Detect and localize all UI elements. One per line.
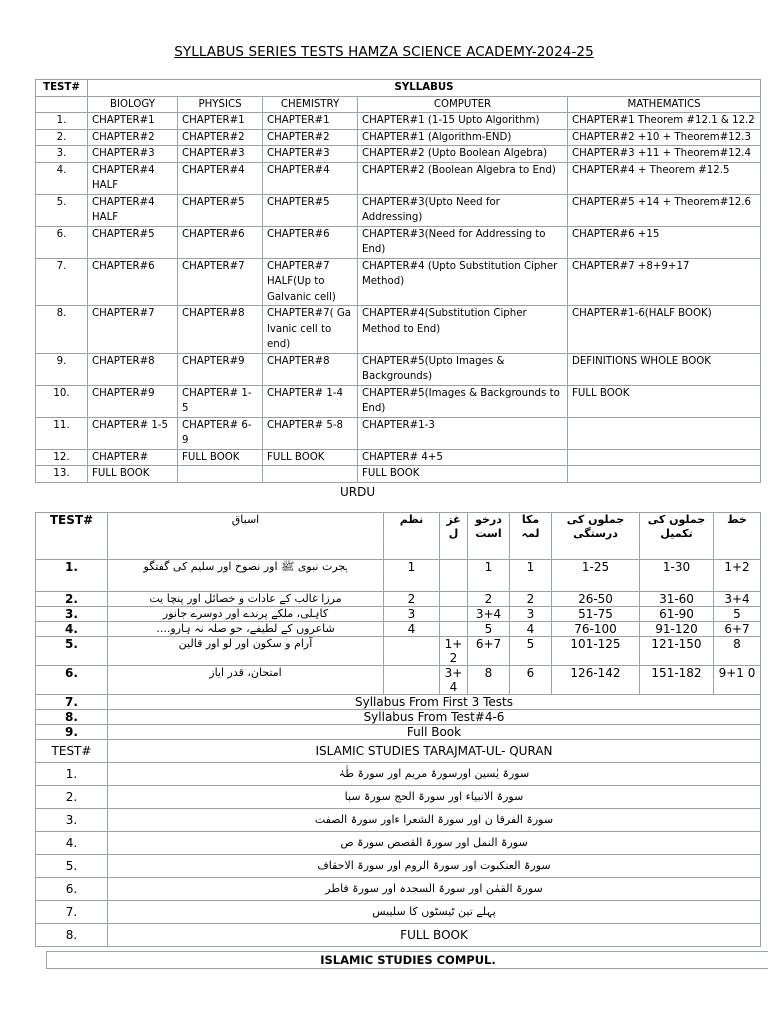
cell-physics: CHAPTER#7 — [178, 258, 263, 306]
cell-chemistry: FULL BOOK — [263, 449, 358, 466]
islamic-header-row — [36, 740, 761, 763]
column-header-computer: COMPUTER — [358, 96, 568, 113]
cell-takmeel: 91-120 — [640, 622, 714, 637]
test-number: 9. — [36, 725, 108, 740]
table-row — [36, 226, 761, 258]
cell-nazm: 4 — [384, 622, 440, 637]
cell-biology: CHAPTER#7 — [88, 306, 178, 354]
islamic-table-row — [36, 763, 761, 786]
cell-biology: CHAPTER#4 HALF — [88, 162, 178, 194]
test-number: 8. — [36, 710, 108, 725]
urdu-span-row — [36, 725, 761, 740]
islamic-table-row — [36, 809, 761, 832]
test-header: TEST# — [36, 80, 88, 97]
cell-computer: CHAPTER#2 (Upto Boolean Algebra) — [358, 146, 568, 163]
cell-durustgi: 126-142 — [552, 666, 640, 695]
urdu-table-row — [36, 637, 761, 666]
cell-asbaq: شاعروں کے لطیفے، حو صلہ نہ ہارو.... — [108, 622, 384, 637]
cell-darkhwast: 1 — [468, 560, 510, 592]
islamic-compulsory-title: ISLAMIC STUDIES COMPUL. — [320, 953, 496, 967]
cell-chemistry: CHAPTER#1 — [263, 113, 358, 130]
cell-physics: FULL BOOK — [178, 449, 263, 466]
cell-mukalma: 4 — [510, 622, 552, 637]
islamic-title: ISLAMIC STUDIES TARAJMAT-UL- QURAN — [108, 740, 761, 763]
cell-mathematics: CHAPTER#1-6(HALF BOOK) — [568, 306, 761, 354]
cell-chemistry: CHAPTER# 5-8 — [263, 417, 358, 449]
page-title: SYLLABUS SERIES TESTS HAMZA SCIENCE ACADEMY-2024-25 — [174, 44, 594, 60]
cell-computer: CHAPTER#1 (Algorithm-END) — [358, 129, 568, 146]
test-number: 11. — [36, 417, 88, 449]
cell-mukalma: 6 — [510, 666, 552, 695]
cell-khat: 8 — [714, 637, 761, 666]
table-row — [36, 194, 761, 226]
cell-computer: CHAPTER#1 (1-15 Upto Algorithm) — [358, 113, 568, 130]
test-number: 5. — [36, 855, 108, 878]
cell-durustgi: 1-25 — [552, 560, 640, 592]
cell-darkhwast: 2 — [468, 592, 510, 607]
cell-biology: CHAPTER#3 — [88, 146, 178, 163]
cell-mathematics — [568, 417, 761, 449]
cell-mathematics: CHAPTER#3 +11 + Theorem#12.4 — [568, 146, 761, 163]
cell-chemistry: CHAPTER#3 — [263, 146, 358, 163]
test-number: 4. — [36, 832, 108, 855]
cell-ghazal — [440, 622, 468, 637]
cell-nazm — [384, 637, 440, 666]
column-header-biology: BIOLOGY — [88, 96, 178, 113]
asbaq-header: اسباق — [108, 513, 384, 560]
cell-physics: CHAPTER# 6-9 — [178, 417, 263, 449]
cell-mathematics: CHAPTER#5 +14 + Theorem#12.6 — [568, 194, 761, 226]
cell-computer: CHAPTER#2 (Boolean Algebra to End) — [358, 162, 568, 194]
islamic-table-row — [36, 901, 761, 924]
column-header-chemistry: CHEMISTRY — [263, 96, 358, 113]
cell-khat: 5 — [714, 607, 761, 622]
cell-asbaq: مرزا غالب کے عادات و خصائل اور پنچا یت — [108, 592, 384, 607]
cell-biology: CHAPTER#8 — [88, 353, 178, 385]
syllabus-text: سورۃ الانبیاء اور سورۃ الحج سورۃ سبا — [108, 786, 761, 809]
table-row — [36, 466, 761, 483]
test-number: 5. — [36, 637, 108, 666]
test-number: 2. — [36, 592, 108, 607]
cell-mukalma: 5 — [510, 637, 552, 666]
cell-asbaq: امتحان، قدر ایاز — [108, 666, 384, 695]
urdu-table-row — [36, 607, 761, 622]
urdu-table-row — [36, 622, 761, 637]
cell-biology: CHAPTER#5 — [88, 226, 178, 258]
cell-biology: CHAPTER#9 — [88, 385, 178, 417]
cell-physics: CHAPTER# 1-5 — [178, 385, 263, 417]
cell-takmeel: 151-182 — [640, 666, 714, 695]
table-row — [36, 162, 761, 194]
test-number: 8. — [36, 924, 108, 947]
cell-chemistry: CHAPTER#4 — [263, 162, 358, 194]
test-number: 6. — [36, 666, 108, 695]
test-number: 4. — [36, 622, 108, 637]
islamic-compulsory-box — [46, 951, 768, 969]
mukalma-header: مکا لمہ — [510, 513, 552, 560]
cell-computer: CHAPTER# 4+5 — [358, 449, 568, 466]
nazm-header: نظم — [384, 513, 440, 560]
test-number: 3. — [36, 146, 88, 163]
cell-physics: CHAPTER#9 — [178, 353, 263, 385]
table-row — [36, 449, 761, 466]
cell-computer: CHAPTER#4(Substitution Cipher Method to End) — [358, 306, 568, 354]
durustgi-header: جملوں کی درستگی — [552, 513, 640, 560]
cell-physics: CHAPTER#8 — [178, 306, 263, 354]
table-row — [36, 129, 761, 146]
cell-physics: CHAPTER#3 — [178, 146, 263, 163]
test-number: 9. — [36, 353, 88, 385]
cell-takmeel: 31-60 — [640, 592, 714, 607]
syllabus-text: سورۃ النمل اور سورۃ القصص سورۃ ص — [108, 832, 761, 855]
test-number: 3. — [36, 607, 108, 622]
cell-computer: CHAPTER#3(Upto Need for Addressing) — [358, 194, 568, 226]
test-header: TEST# — [36, 740, 108, 763]
urdu-span-row — [36, 695, 761, 710]
syllabus-text: سورۃ القمٰن اور سورۃ السجدہ اور سورۃ فاطر — [108, 878, 761, 901]
test-number: 1. — [36, 560, 108, 592]
cell-biology: CHAPTER# — [88, 449, 178, 466]
syllabus-text: سورۃ الفرقا ن اور سورۃ الشعرا ءاور سورۃ الصفت — [108, 809, 761, 832]
cell-physics: CHAPTER#5 — [178, 194, 263, 226]
cell-ghazal: 1+ 2 — [440, 637, 468, 666]
cell-mathematics: DEFINITIONS WHOLE BOOK — [568, 353, 761, 385]
cell-darkhwast: 8 — [468, 666, 510, 695]
cell-ghazal — [440, 560, 468, 592]
cell-takmeel: 61-90 — [640, 607, 714, 622]
cell-chemistry — [263, 466, 358, 483]
span-text: Syllabus From First 3 Tests — [108, 695, 761, 710]
cell-nazm: 1 — [384, 560, 440, 592]
islamic-table-row — [36, 855, 761, 878]
cell-durustgi: 51-75 — [552, 607, 640, 622]
islamic-table-row — [36, 786, 761, 809]
test-number: 6. — [36, 878, 108, 901]
cell-khat: 6+7 — [714, 622, 761, 637]
test-header: TEST# — [36, 513, 108, 560]
syllabus-text: سورۃ یٰسین اورسورۃ مریم اور سورۃ طٰہٰ — [108, 763, 761, 786]
cell-darkhwast: 3+4 — [468, 607, 510, 622]
subject-header-row — [36, 96, 761, 113]
table-row — [36, 258, 761, 306]
cell-mukalma: 1 — [510, 560, 552, 592]
syllabus-text: پہلے تین ٹیسٹوں کا سلیبس — [108, 901, 761, 924]
table-row — [36, 353, 761, 385]
test-number: 1. — [36, 763, 108, 786]
cell-durustgi: 26-50 — [552, 592, 640, 607]
span-text: Full Book — [108, 725, 761, 740]
syllabus-text: FULL BOOK — [108, 924, 761, 947]
cell-ghazal: 3+ 4 — [440, 666, 468, 695]
cell-mathematics: CHAPTER#6 +15 — [568, 226, 761, 258]
table-row — [36, 417, 761, 449]
urdu-header-row — [36, 513, 761, 560]
cell-asbaq: کاہلی، ملکے پرندے اور دوسرے جانور — [108, 607, 384, 622]
cell-biology: CHAPTER#4 HALF — [88, 194, 178, 226]
science-syllabus-table — [35, 79, 761, 483]
cell-mukalma: 2 — [510, 592, 552, 607]
test-number: 1. — [36, 113, 88, 130]
cell-ghazal — [440, 607, 468, 622]
syllabus-text: سورۃ العنکبوت اور سورۃ الروم اور سورۃ الاحقاف — [108, 855, 761, 878]
column-header-physics: PHYSICS — [178, 96, 263, 113]
test-number: 7. — [36, 901, 108, 924]
test-number: 13. — [36, 466, 88, 483]
cell-nazm: 2 — [384, 592, 440, 607]
cell-chemistry: CHAPTER#2 — [263, 129, 358, 146]
test-number: 10. — [36, 385, 88, 417]
test-number: 3. — [36, 809, 108, 832]
cell-mathematics — [568, 449, 761, 466]
cell-khat: 9+1 0 — [714, 666, 761, 695]
test-number: 2. — [36, 129, 88, 146]
cell-takmeel: 121-150 — [640, 637, 714, 666]
cell-biology: CHAPTER# 1-5 — [88, 417, 178, 449]
cell-computer: CHAPTER#3(Need for Addressing to End) — [358, 226, 568, 258]
cell-chemistry: CHAPTER#7 HALF(Up to Galvanic cell) — [263, 258, 358, 306]
cell-khat: 3+4 — [714, 592, 761, 607]
urdu-syllabus-table — [35, 512, 761, 740]
darkhwast-header: درخو است — [468, 513, 510, 560]
test-number: 5. — [36, 194, 88, 226]
cell-nazm — [384, 666, 440, 695]
islamic-studies-table — [35, 739, 761, 947]
khat-header: خط — [714, 513, 761, 560]
urdu-table-row — [36, 666, 761, 695]
urdu-table-row — [36, 560, 761, 592]
cell-physics: CHAPTER#4 — [178, 162, 263, 194]
cell-mathematics: CHAPTER#2 +10 + Theorem#12.3 — [568, 129, 761, 146]
cell-mathematics: CHAPTER#1 Theorem #12.1 & 12.2 — [568, 113, 761, 130]
cell-chemistry: CHAPTER#6 — [263, 226, 358, 258]
test-number: 12. — [36, 449, 88, 466]
islamic-table-row — [36, 878, 761, 901]
takmeel-header: جملوں کی تکمیل — [640, 513, 714, 560]
cell-mathematics: CHAPTER#7 +8+9+17 — [568, 258, 761, 306]
islamic-table-row — [36, 832, 761, 855]
cell-darkhwast: 5 — [468, 622, 510, 637]
table-row — [36, 385, 761, 417]
cell-computer: CHAPTER#5(Images & Backgrounds to End) — [358, 385, 568, 417]
cell-asbaq: آرام و سکون اور لو اور قالین — [108, 637, 384, 666]
table-row — [36, 306, 761, 354]
islamic-table-row — [36, 924, 761, 947]
ghazal-header: غز ل — [440, 513, 468, 560]
urdu-section-title: URDU — [340, 485, 376, 499]
cell-khat: 1+2 — [714, 560, 761, 592]
cell-biology: FULL BOOK — [88, 466, 178, 483]
cell-chemistry: CHAPTER# 1-4 — [263, 385, 358, 417]
cell-chemistry: CHAPTER#5 — [263, 194, 358, 226]
table-row — [36, 113, 761, 130]
cell-chemistry: CHAPTER#8 — [263, 353, 358, 385]
cell-physics: CHAPTER#6 — [178, 226, 263, 258]
test-number: 6. — [36, 226, 88, 258]
test-number: 7. — [36, 695, 108, 710]
cell-ghazal — [440, 592, 468, 607]
test-number: 4. — [36, 162, 88, 194]
test-number: 8. — [36, 306, 88, 354]
test-number: 2. — [36, 786, 108, 809]
urdu-table-row — [36, 592, 761, 607]
cell-physics — [178, 466, 263, 483]
cell-durustgi: 76-100 — [552, 622, 640, 637]
column-header-mathematics: MATHEMATICS — [568, 96, 761, 113]
cell-nazm: 3 — [384, 607, 440, 622]
cell-computer: CHAPTER#4 (Upto Substitution Cipher Method) — [358, 258, 568, 306]
cell-physics: CHAPTER#1 — [178, 113, 263, 130]
cell-biology: CHAPTER#1 — [88, 113, 178, 130]
cell-mathematics: CHAPTER#4 + Theorem #12.5 — [568, 162, 761, 194]
cell-computer: CHAPTER#1-3 — [358, 417, 568, 449]
cell-darkhwast: 6+7 — [468, 637, 510, 666]
syllabus-header: SYLLABUS — [88, 80, 761, 97]
cell-durustgi: 101-125 — [552, 637, 640, 666]
table-row — [36, 146, 761, 163]
cell-biology: CHAPTER#6 — [88, 258, 178, 306]
cell-chemistry: CHAPTER#7( Ga lvanic cell to end) — [263, 306, 358, 354]
test-number: 7. — [36, 258, 88, 306]
urdu-span-row — [36, 710, 761, 725]
span-text: Syllabus From Test#4-6 — [108, 710, 761, 725]
cell-computer: CHAPTER#5(Upto Images & Backgrounds) — [358, 353, 568, 385]
table-header-row — [36, 80, 761, 97]
cell-biology: CHAPTER#2 — [88, 129, 178, 146]
cell-computer: FULL BOOK — [358, 466, 568, 483]
cell-physics: CHAPTER#2 — [178, 129, 263, 146]
cell-takmeel: 1-30 — [640, 560, 714, 592]
cell-asbaq: ہجرت نبوی ﷺ اور نصوح اور سلیم کی گفتگو — [108, 560, 384, 592]
cell-mukalma: 3 — [510, 607, 552, 622]
cell-mathematics: FULL BOOK — [568, 385, 761, 417]
cell-mathematics — [568, 466, 761, 483]
